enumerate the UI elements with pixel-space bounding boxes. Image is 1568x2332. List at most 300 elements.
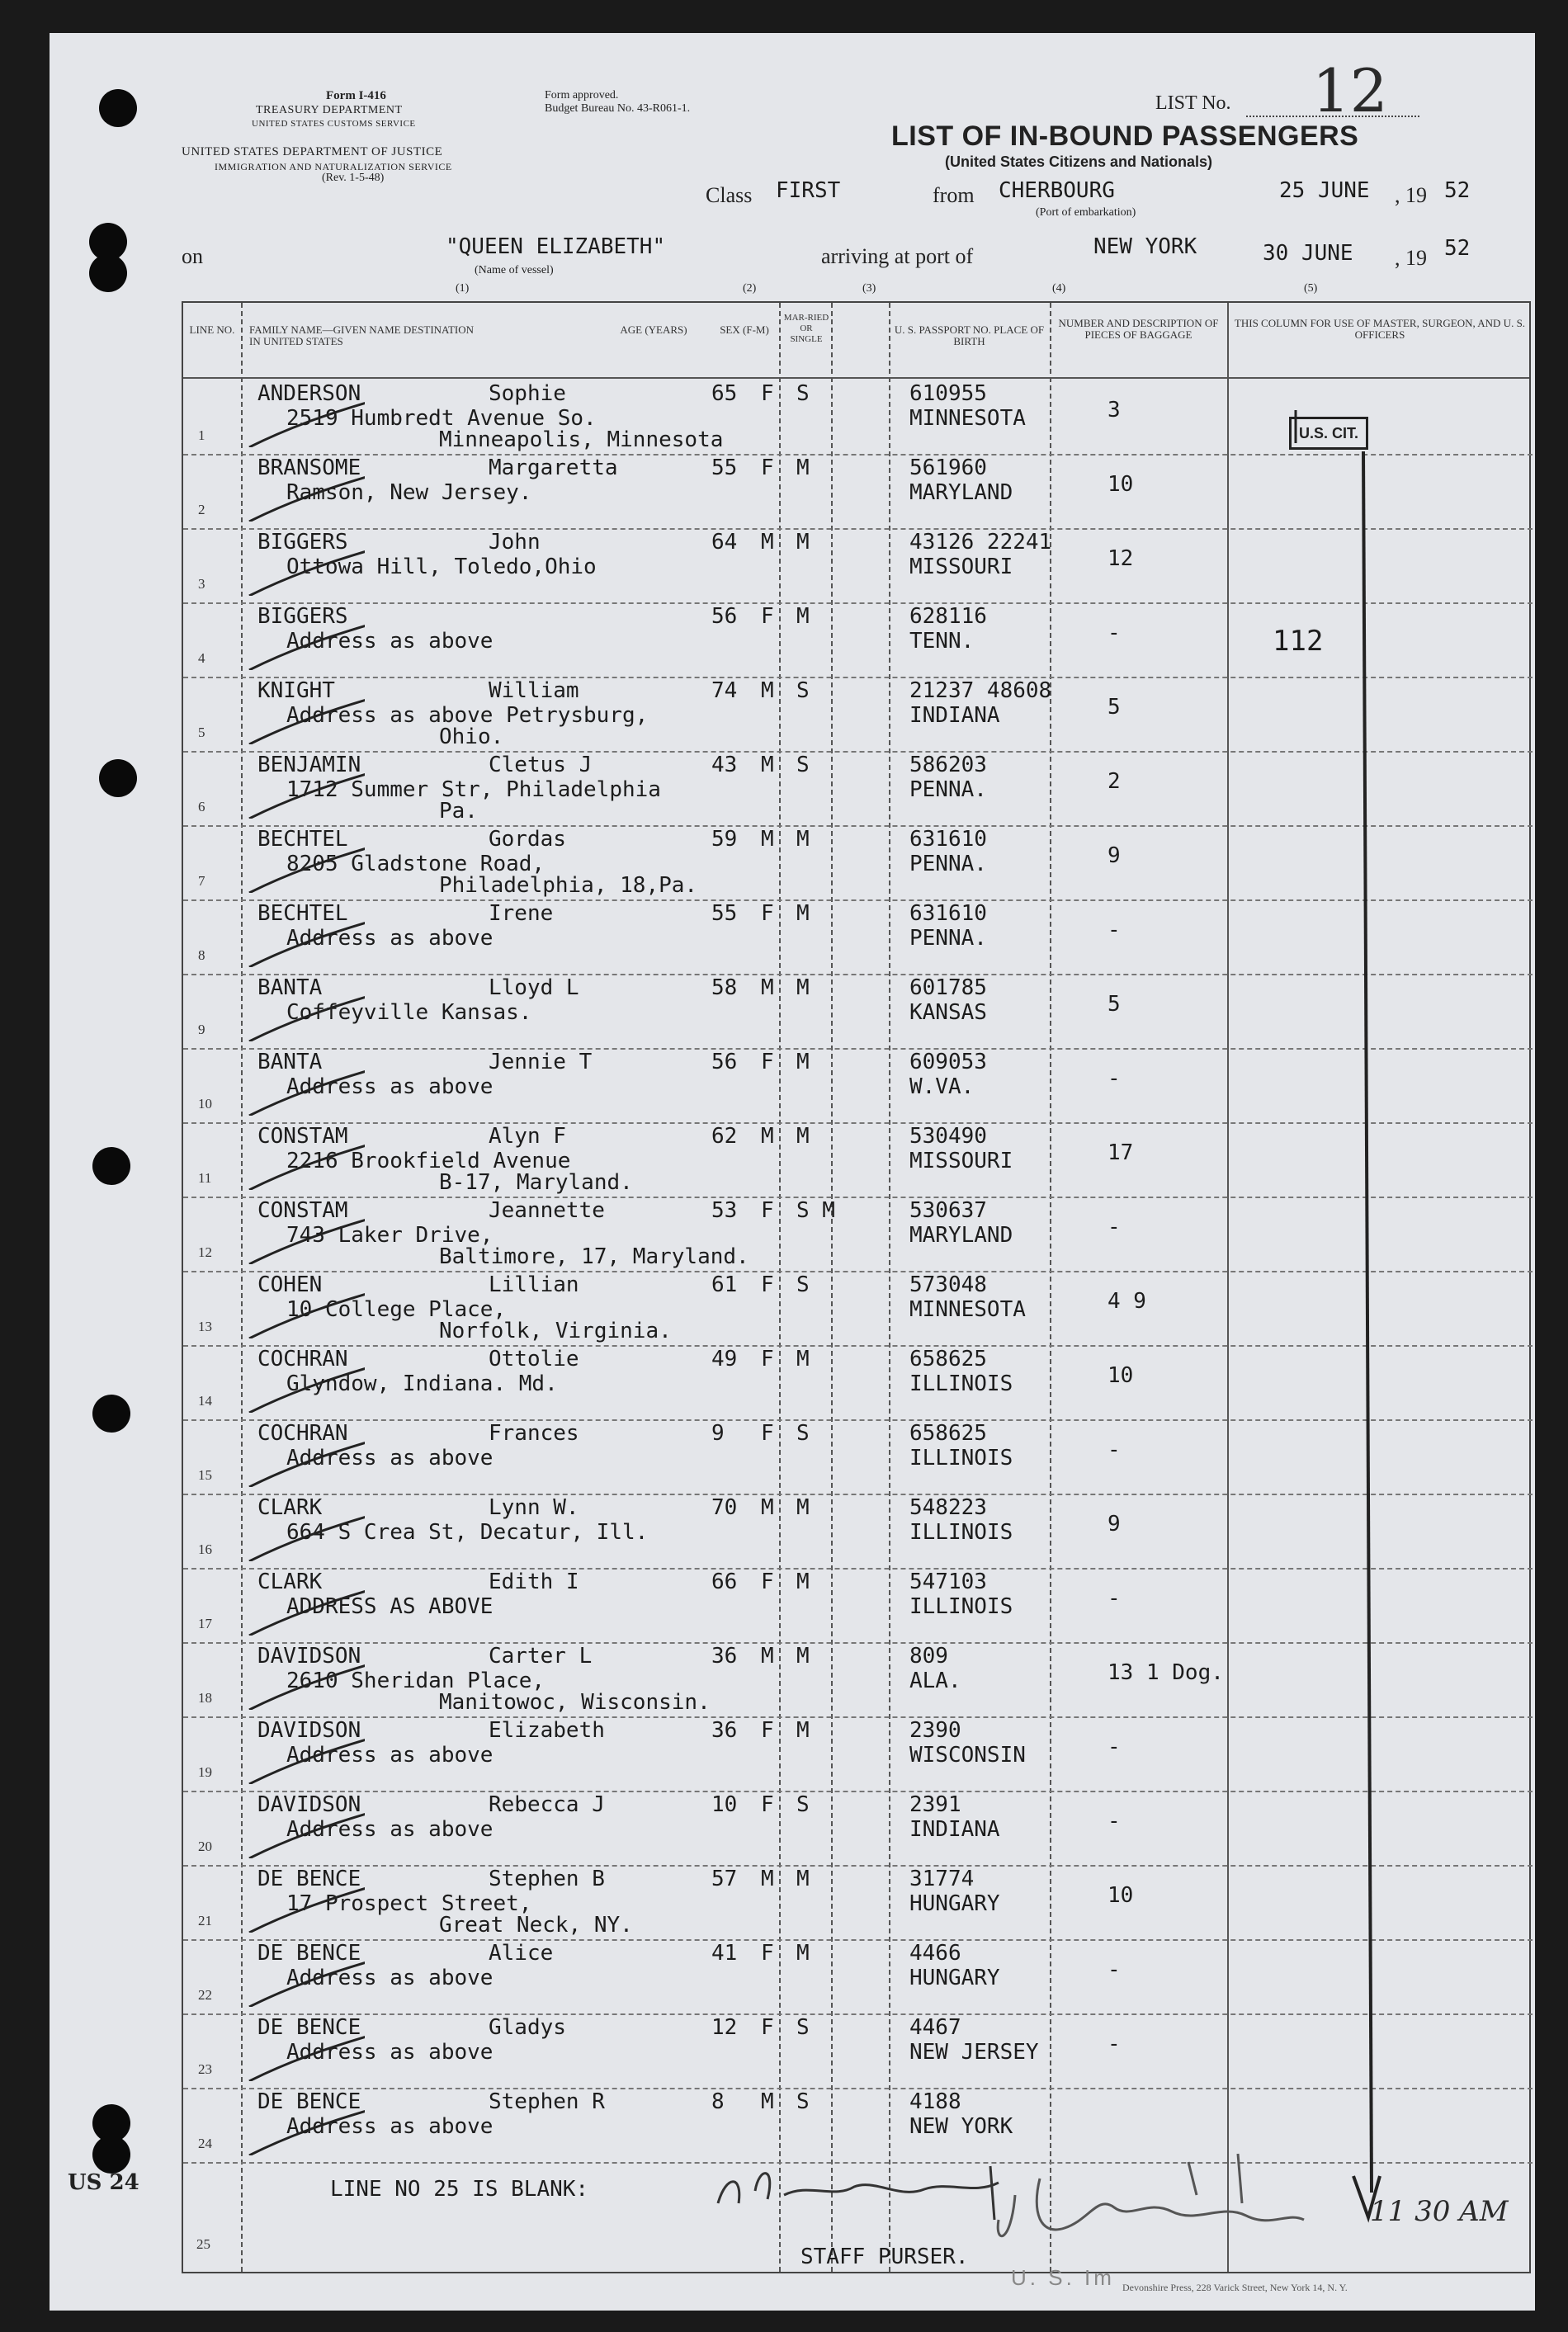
line-number: 21 (198, 1913, 212, 1928)
age: 66 (711, 1570, 738, 1594)
baggage-count: - (1108, 1215, 1121, 1239)
check-mark (233, 1058, 365, 1116)
marital-status: M (796, 604, 810, 629)
col-num-2: (2) (743, 282, 757, 295)
address-line-2: Manitowoc, Wisconsin. (439, 1690, 711, 1715)
line-number: 22 (198, 1987, 212, 2003)
check-mark (233, 909, 365, 967)
baggage-count: - (1108, 918, 1121, 942)
marital-status: M (796, 530, 810, 555)
passport-number: 561960 (909, 456, 987, 480)
customs-service: UNITED STATES CUSTOMS SERVICE (252, 119, 416, 129)
family-name: DE BENCE (257, 2089, 361, 2114)
check-mark (233, 687, 365, 744)
age: 10 (711, 1792, 738, 1817)
baggage-count: - (1108, 1809, 1121, 1834)
family-name: DAVIDSON (257, 1644, 361, 1669)
col-num-4: (4) (1052, 282, 1066, 295)
family-name: CLARK (257, 1495, 323, 1520)
birthplace: ILLINOIS (909, 1594, 1013, 1619)
vessel-note: (Name of vessel) (475, 264, 554, 276)
birthplace: ILLINOIS (909, 1371, 1013, 1396)
sex: F (761, 1421, 774, 1446)
address-line-2: Ohio. (439, 725, 504, 749)
marital-status: S (796, 2089, 810, 2114)
col-baggage: NUMBER AND DESCRIPTION OF PIECES OF BAGGAGE (1058, 317, 1219, 341)
passport-number: 530637 (909, 1198, 987, 1223)
line-number: 18 (198, 1690, 212, 1706)
col-married-single: MAR-RIED OR SINGLE (783, 313, 829, 344)
marital-status: S (796, 1421, 810, 1446)
sex: F (761, 456, 774, 480)
passport-number: 658625 (909, 1421, 987, 1446)
list-no-value: 12 (1312, 56, 1388, 125)
manifest-sheet (50, 33, 1535, 2311)
age: 61 (711, 1272, 738, 1297)
passport-number: 4466 (909, 1941, 961, 1966)
passport-number: 43126 22241 (909, 530, 1052, 555)
sex: F (761, 1198, 774, 1223)
age: 62 (711, 1124, 738, 1149)
marital-status: M (796, 1347, 810, 1371)
line-number: 24 (198, 2136, 212, 2151)
age: 12 (711, 2015, 738, 2040)
address-line-2: Baltimore, 17, Maryland. (439, 1244, 749, 1269)
given-name: Edith I (489, 1570, 579, 1594)
arrive-date: 30 JUNE (1263, 241, 1353, 266)
passport-number: 586203 (909, 753, 987, 777)
list-no-line (1246, 116, 1419, 117)
marital-status: S (796, 1792, 810, 1817)
address-line-1: Address as above (286, 2114, 494, 2139)
given-name: Carter L (489, 1644, 593, 1669)
birthplace: MARYLAND (909, 480, 1013, 505)
family-name: DAVIDSON (257, 1718, 361, 1743)
arrive-year: 52 (1444, 236, 1471, 261)
marital-status: M (796, 456, 810, 480)
birthplace: MINNESOTA (909, 1297, 1026, 1322)
family-name: KNIGHT (257, 678, 335, 703)
address-line-2: Philadelphia, 18,Pa. (439, 873, 698, 898)
sex: M (761, 753, 774, 777)
marital-status: S (796, 753, 810, 777)
given-name: Rebecca J (489, 1792, 605, 1817)
baggage-count: - (1108, 621, 1121, 645)
marital-status: S (796, 1272, 810, 1297)
baggage-count: 4 9 (1108, 1289, 1146, 1314)
address-line-2: Norfolk, Virginia. (439, 1319, 672, 1343)
marital-status: M (796, 1941, 810, 1966)
check-mark (233, 389, 365, 447)
family-name: DE BENCE (257, 2015, 361, 2040)
line-number: 20 (198, 1839, 212, 1854)
passport-number: 609053 (909, 1050, 987, 1074)
check-mark (233, 1726, 365, 1784)
address-line-1: 2216 Brookfield Avenue (286, 1149, 571, 1173)
age: 56 (711, 1050, 738, 1074)
address-line-1: 10 College Place, (286, 1297, 507, 1322)
address-line-2: Great Neck, NY. (439, 1913, 633, 1938)
check-mark (233, 1875, 365, 1933)
sex: F (761, 604, 774, 629)
check-mark (233, 835, 365, 893)
address-line-1: ADDRESS AS ABOVE (286, 1594, 494, 1619)
family-name: BANTA (257, 975, 323, 1000)
list-subtitle: (United States Citizens and Nationals) (945, 153, 1213, 170)
passport-number: 4188 (909, 2089, 961, 2114)
marital-status: M (796, 827, 810, 852)
given-name: Ottolie (489, 1347, 579, 1371)
given-name: Alyn F (489, 1124, 566, 1149)
baggage-count: 13 1 Dog. (1108, 1660, 1224, 1685)
birthplace: MISSOURI (909, 1149, 1013, 1173)
baggage-count: 3 (1108, 398, 1121, 422)
line-25-number: 25 (196, 2236, 210, 2252)
family-name: CLARK (257, 1570, 323, 1594)
family-name: ANDERSON (257, 381, 361, 406)
officer-bracket-line (1256, 402, 1520, 2234)
budget-bureau: Budget Bureau No. 43-R061-1. (545, 102, 691, 115)
baggage-count: - (1108, 1066, 1121, 1091)
col-name-destination: FAMILY NAME—GIVEN NAME DESTINATION IN UNITED STATES (249, 323, 475, 347)
baggage-count: 5 (1108, 695, 1121, 720)
address-line-1: Address as above (286, 1446, 494, 1470)
officer-count: 112 (1273, 625, 1324, 658)
line-number: 14 (198, 1393, 212, 1409)
address-line-1: Ottowa Hill, Toledo,Ohio (286, 555, 597, 579)
marital-status: M (796, 1495, 810, 1520)
class-value: FIRST (776, 178, 841, 203)
depart-date: 25 JUNE (1279, 178, 1370, 203)
check-mark (233, 612, 365, 670)
passport-number: 21237 48608 (909, 678, 1052, 703)
depart-year: 52 (1444, 178, 1471, 203)
address-line-1: Address as above (286, 926, 494, 951)
inspector-stamp: U. S. Im (1011, 2265, 1115, 2290)
birthplace: PENNA. (909, 852, 987, 876)
family-name: COCHRAN (257, 1421, 348, 1446)
address-line-1: 17 Prospect Street, (286, 1891, 532, 1916)
marital-status: S M (796, 1198, 835, 1223)
inspector-signature (990, 2146, 1370, 2261)
birthplace: NEW YORK (909, 2114, 1013, 2139)
family-name: CONSTAM (257, 1124, 348, 1149)
birthplace: TENN. (909, 629, 975, 654)
baggage-count: 10 (1108, 1883, 1134, 1908)
baggage-count: - (1108, 1957, 1121, 1982)
sex: F (761, 1272, 774, 1297)
baggage-count: 12 (1108, 546, 1134, 571)
address-line-1: Address as above (286, 2040, 494, 2065)
given-name: Alice (489, 1941, 554, 1966)
line-number: 10 (198, 1096, 212, 1112)
line-number: 15 (198, 1467, 212, 1483)
baggage-count: 9 (1108, 843, 1121, 868)
check-mark (233, 464, 365, 522)
birthplace: MISSOURI (909, 555, 1013, 579)
birthplace: ILLINOIS (909, 1520, 1013, 1545)
col-age: AGE (YEARS) (620, 323, 687, 336)
passport-number: 628116 (909, 604, 987, 629)
family-name: BECHTEL (257, 901, 348, 926)
check-mark (233, 2098, 365, 2155)
check-mark (233, 761, 365, 819)
birthplace: PENNA. (909, 777, 987, 802)
revision: (Rev. 1-5-48) (322, 172, 385, 184)
given-name: Lillian (489, 1272, 579, 1297)
from-label: from (933, 183, 975, 207)
sex: M (761, 975, 774, 1000)
justice-department: UNITED STATES DEPARTMENT OF JUSTICE (182, 145, 443, 158)
age: 53 (711, 1198, 738, 1223)
passport-number: 2391 (909, 1792, 961, 1817)
age: 36 (711, 1718, 738, 1743)
sex: M (761, 2089, 774, 2114)
passport-number: 631610 (909, 827, 987, 852)
baggage-count: 2 (1108, 769, 1121, 794)
line-number: 19 (198, 1764, 212, 1780)
col-officers-use: THIS COLUMN FOR USE OF MASTER, SURGEON, AND U. S. OFFICERS (1234, 317, 1526, 341)
family-name: DAVIDSON (257, 1792, 361, 1817)
arriving-label: arriving at port of (821, 244, 974, 268)
marital-status: M (796, 1644, 810, 1669)
check-mark (233, 1504, 365, 1561)
age: 64 (711, 530, 738, 555)
baggage-count: - (1108, 2032, 1121, 2056)
sex: F (761, 1347, 774, 1371)
age: 59 (711, 827, 738, 852)
passport-number: 2390 (909, 1718, 961, 1743)
age: 43 (711, 753, 738, 777)
baggage-count: 17 (1108, 1140, 1134, 1165)
line-number: 7 (198, 873, 205, 889)
baggage-count: 10 (1108, 472, 1134, 497)
marital-status: S (796, 381, 810, 406)
sex: F (761, 2015, 774, 2040)
age: 65 (711, 381, 738, 406)
family-name: COCHRAN (257, 1347, 348, 1371)
birthplace: KANSAS (909, 1000, 987, 1025)
list-no-label: LIST No. (1155, 92, 1231, 114)
family-name: DE BENCE (257, 1941, 361, 1966)
sex: M (761, 530, 774, 555)
sex: F (761, 1941, 774, 1966)
passport-number: 658625 (909, 1347, 987, 1371)
sex: F (761, 1718, 774, 1743)
given-name: Sophie (489, 381, 566, 406)
check-mark (233, 1949, 365, 2007)
binder-hole (89, 254, 127, 292)
passport-number: 530490 (909, 1124, 987, 1149)
family-name: BECHTEL (257, 827, 348, 852)
birthplace: INDIANA (909, 1817, 1000, 1842)
on-label: on (182, 244, 203, 268)
baggage-count: - (1108, 1735, 1121, 1759)
baggage-count: - (1108, 1437, 1121, 1462)
check-mark (233, 1429, 365, 1487)
passport-number: 610955 (909, 381, 987, 406)
given-name: Cletus J (489, 753, 593, 777)
check-mark (233, 1206, 365, 1264)
address-line-1: 664 S Crea St, Decatur, Ill. (286, 1520, 649, 1545)
line-number: 4 (198, 650, 205, 666)
passport-number: 4467 (909, 2015, 961, 2040)
address-line-1: 2519 Humbredt Avenue So. (286, 406, 597, 431)
age: 9 (711, 1421, 725, 1446)
check-mark (233, 1578, 365, 1636)
age: 74 (711, 678, 738, 703)
birthplace: ILLINOIS (909, 1446, 1013, 1470)
given-name: Frances (489, 1421, 579, 1446)
family-name: DE BENCE (257, 1867, 361, 1891)
address-line-1: Address as above (286, 1966, 494, 1990)
address-line-1: Ramson, New Jersey. (286, 480, 532, 505)
arrive-year-prefix: , 19 (1395, 246, 1427, 270)
col-num-1: (1) (456, 282, 470, 295)
given-name: Irene (489, 901, 554, 926)
ins-service: IMMIGRATION AND NATURALIZATION SERVICE (215, 161, 452, 172)
binder-hole (92, 1147, 130, 1185)
binder-hole (99, 89, 137, 127)
left-margin-note: US 24 (68, 2170, 139, 2195)
marital-status: S (796, 2015, 810, 2040)
given-name: William (489, 678, 579, 703)
family-name: BANTA (257, 1050, 323, 1074)
address-line-1: Address as above (286, 629, 494, 654)
marital-status: M (796, 1570, 810, 1594)
sex: F (761, 1050, 774, 1074)
address-line-1: 1712 Summer Str, Philadelphia (286, 777, 661, 802)
check-mark (233, 538, 365, 596)
line-number: 13 (198, 1319, 212, 1334)
given-name: Jennie T (489, 1050, 593, 1074)
list-title: LIST OF IN-BOUND PASSENGERS (891, 120, 1359, 152)
given-name: Lloyd L (489, 975, 579, 1000)
passenger-table (182, 301, 1531, 2273)
binder-hole (99, 759, 137, 797)
marital-status: M (796, 1867, 810, 1891)
us-citizen-stamp: U.S. CIT. (1289, 417, 1368, 450)
sex: M (761, 1495, 774, 1520)
family-name: BRANSOME (257, 456, 361, 480)
age: 49 (711, 1347, 738, 1371)
check-mark (233, 2023, 365, 2081)
marital-status: M (796, 1050, 810, 1074)
from-value: CHERBOURG (999, 178, 1115, 203)
check-mark (233, 1355, 365, 1413)
sex: M (761, 1867, 774, 1891)
given-name: Gladys (489, 2015, 566, 2040)
sex: F (761, 1792, 774, 1817)
staff-purser-label: STAFF PURSER. (801, 2245, 969, 2269)
line-number: 23 (198, 2061, 212, 2077)
birthplace: NEW JERSEY (909, 2040, 1039, 2065)
form-approved: Form approved. (545, 89, 619, 101)
class-label: Class (706, 183, 753, 207)
birthplace: INDIANA (909, 703, 1000, 728)
address-line-1: 2610 Sheridan Place, (286, 1669, 545, 1693)
given-name: Stephen B (489, 1867, 605, 1891)
address-line-1: Address as above (286, 1817, 494, 1842)
family-name: BENJAMIN (257, 753, 361, 777)
given-name: Lynn W. (489, 1495, 579, 1520)
birthplace: W.VA. (909, 1074, 975, 1099)
line-number: 6 (198, 799, 205, 814)
line-number: 8 (198, 947, 205, 963)
address-line-1: Address as above (286, 1074, 494, 1099)
birthplace: WISCONSIN (909, 1743, 1026, 1768)
family-name: BIGGERS (257, 604, 348, 629)
line-number: 9 (198, 1022, 205, 1037)
age: 55 (711, 456, 738, 480)
depart-year-prefix: , 19 (1395, 183, 1427, 207)
sex: F (761, 901, 774, 926)
passport-number: 547103 (909, 1570, 987, 1594)
line-number: 17 (198, 1616, 212, 1631)
treasury-department: TREASURY DEPARTMENT (256, 104, 403, 116)
line-number: 16 (198, 1541, 212, 1557)
line-number: 11 (198, 1170, 212, 1186)
age: 41 (711, 1941, 738, 1966)
address-line-1: Address as above Petrysburg, (286, 703, 649, 728)
check-mark (233, 1281, 365, 1338)
marital-status: M (796, 975, 810, 1000)
age: 56 (711, 604, 738, 629)
given-name: Jeannette (489, 1198, 605, 1223)
passport-number: 809 (909, 1644, 948, 1669)
check-mark (233, 984, 365, 1041)
given-name: John (489, 530, 541, 555)
col-line-no: LINE NO. (189, 323, 235, 336)
given-name: Elizabeth (489, 1718, 605, 1743)
address-line-2: B-17, Maryland. (439, 1170, 633, 1195)
line-number: 5 (198, 725, 205, 740)
embarkation-note: (Port of embarkation) (1036, 206, 1136, 219)
vessel-name: "QUEEN ELIZABETH" (446, 234, 666, 259)
passport-number: 548223 (909, 1495, 987, 1520)
check-mark (233, 1801, 365, 1858)
family-name: BIGGERS (257, 530, 348, 555)
age: 55 (711, 901, 738, 926)
age: 36 (711, 1644, 738, 1669)
given-name: Gordas (489, 827, 566, 852)
birthplace: MARYLAND (909, 1223, 1013, 1248)
passport-number: 631610 (909, 901, 987, 926)
sex: F (761, 1570, 774, 1594)
arrival-port: NEW YORK (1093, 234, 1197, 259)
sex: M (761, 1644, 774, 1669)
birthplace: HUNGARY (909, 1966, 1000, 1990)
birthplace: HUNGARY (909, 1891, 1000, 1916)
form-number: Form I-416 (326, 89, 386, 102)
address-line-1: 8205 Gladstone Road, (286, 852, 545, 876)
address-line-1: Coffeyville Kansas. (286, 1000, 532, 1025)
age: 8 (711, 2089, 725, 2114)
age: 70 (711, 1495, 738, 1520)
address-line-1: Address as above (286, 1743, 494, 1768)
birthplace: MINNESOTA (909, 406, 1026, 431)
baggage-count: - (1108, 1586, 1121, 1611)
family-name: CONSTAM (257, 1198, 348, 1223)
age: 57 (711, 1867, 738, 1891)
check-mark (233, 1652, 365, 1710)
baggage-count: 10 (1108, 1363, 1134, 1388)
col-sex: SEX (F-M) (720, 323, 769, 336)
col-passport-birth: U. S. PASSPORT NO. PLACE OF BIRTH (894, 323, 1045, 347)
binder-hole (92, 1395, 130, 1433)
passport-number: 573048 (909, 1272, 987, 1297)
sex: F (761, 381, 774, 406)
